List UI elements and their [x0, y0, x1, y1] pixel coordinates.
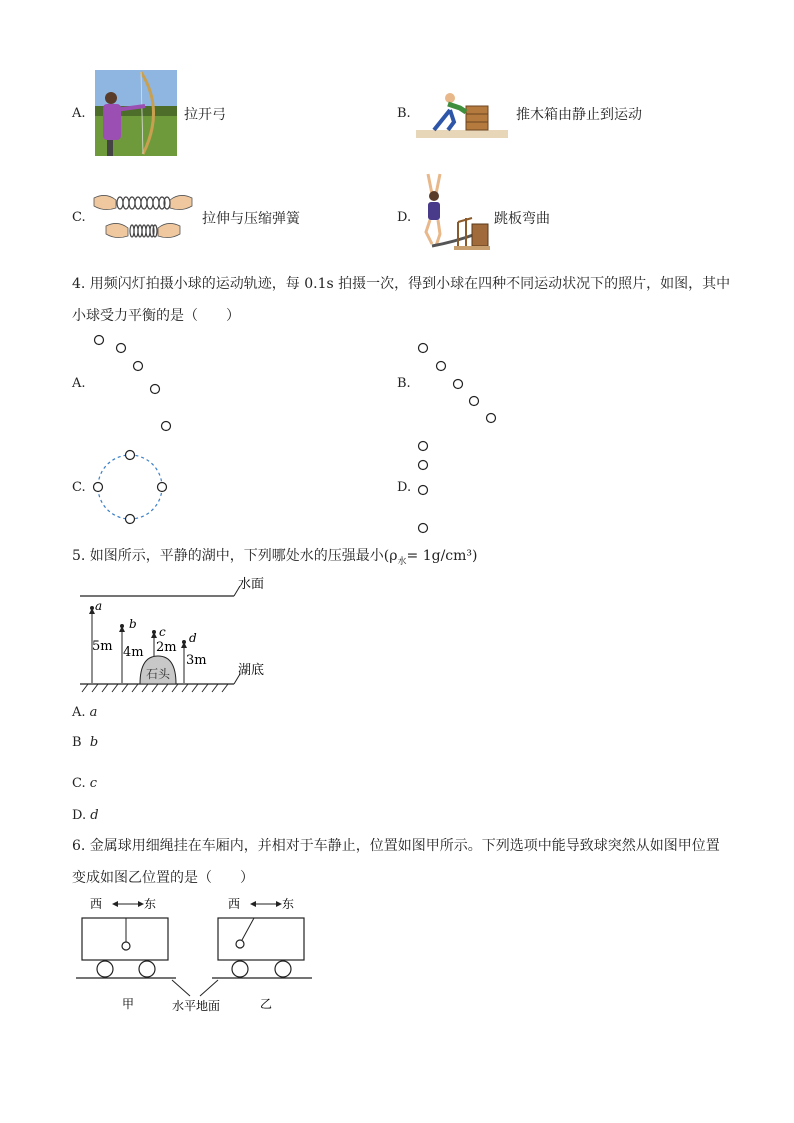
- option-letter: D.: [72, 808, 87, 823]
- ground-leader: [200, 980, 218, 996]
- option-letter: A.: [72, 106, 86, 121]
- q4-option-c-letter: C.: [72, 480, 86, 495]
- ball-mark: [419, 442, 428, 451]
- ball-mark: [95, 336, 104, 345]
- point-d-label: d: [189, 631, 197, 645]
- q4-option-a-letter: A.: [72, 376, 86, 391]
- question-line: 小球受力平衡的是（ ）: [72, 308, 240, 324]
- q5-option-b: [72, 735, 98, 750]
- question-line: 5. 如图所示，平静的湖中，下列哪处水的压强最小(ρ: [72, 548, 398, 564]
- west-label-yi: 西: [228, 897, 241, 911]
- ball-jia: [122, 942, 130, 950]
- option-letter: C.: [72, 210, 86, 225]
- question-line: 变成如图乙位置的是（ ）: [72, 870, 254, 886]
- ball-mark: [126, 515, 135, 524]
- rho-subscript: 水: [397, 556, 407, 567]
- option-value: a: [89, 705, 98, 720]
- option-value: c: [89, 776, 98, 791]
- q5-option-a: [72, 705, 97, 720]
- ground-label: 水平地面: [172, 999, 221, 1013]
- option-letter: D.: [397, 210, 412, 225]
- ball-mark: [454, 380, 463, 389]
- depth-label-b: 4m: [123, 645, 144, 660]
- question-6-stem: [72, 830, 722, 894]
- ground-leader: [172, 980, 190, 996]
- option-value: b: [89, 735, 99, 750]
- wheel: [275, 961, 291, 977]
- ball-mark: [94, 483, 103, 492]
- ball-mark: [158, 483, 167, 492]
- car-body-yi: [218, 918, 304, 960]
- wheel: [97, 961, 113, 977]
- ball-yi: [236, 940, 244, 948]
- option-text: 拉开弓: [184, 107, 226, 123]
- wheel: [232, 961, 248, 977]
- label-yi: 乙: [260, 997, 273, 1011]
- ball-mark: [134, 362, 143, 371]
- depth-label-c: 2m: [156, 640, 177, 655]
- option-letter: A.: [72, 705, 86, 720]
- ball-mark: [470, 397, 479, 406]
- bottom-hatching: [82, 684, 228, 692]
- q4-option-b-letter: B.: [397, 376, 411, 391]
- option-letter: C.: [72, 776, 86, 791]
- point-a-label: a: [95, 599, 103, 613]
- surface-label: 水面: [238, 577, 265, 592]
- question-line: 6. 金属球用细绳挂在车厢内，并相对于车静止，位置如图甲所示。下列选项中能导致球突然从如图甲位置: [72, 838, 720, 854]
- ball-mark: [419, 524, 428, 533]
- option-letter: B.: [397, 106, 411, 121]
- circular-path: [98, 455, 162, 519]
- ball-mark: [419, 344, 428, 353]
- train-car-figure: [72, 892, 322, 1016]
- ball-mark: [487, 414, 496, 423]
- east-label-jia: 东: [144, 897, 157, 911]
- ball-mark: [126, 451, 135, 460]
- ball-mark: [117, 344, 126, 353]
- west-label-jia: 西: [90, 897, 103, 911]
- option-text: 跳板弯曲: [494, 211, 550, 227]
- question-line-end: = 1g/cm³): [406, 548, 478, 564]
- depth-label-d: 3m: [186, 653, 207, 668]
- lake-pressure-figure: [72, 570, 282, 696]
- q5-option-c: [72, 776, 97, 791]
- east-label-yi: 东: [282, 897, 295, 911]
- label-jia: 甲: [122, 997, 135, 1011]
- option-letter: B: [72, 735, 82, 750]
- option-value: d: [90, 808, 99, 823]
- depth-label-a: 5m: [92, 639, 113, 654]
- car-body-jia: [82, 918, 168, 960]
- ball-mark: [419, 461, 428, 470]
- wheel: [139, 961, 155, 977]
- bottom-label: 湖底: [238, 663, 265, 678]
- q5-option-d: [72, 808, 99, 823]
- ball-mark: [151, 385, 160, 394]
- ball-mark: [419, 486, 428, 495]
- option-text: 拉伸与压缩弹簧: [202, 211, 300, 227]
- q4-option-d-letter: D.: [397, 480, 412, 495]
- ball-mark: [162, 422, 171, 431]
- question-line: 4. 用频闪灯拍摄小球的运动轨迹，每 0.1s 拍摄一次，得到小球在四种不同运动状况下的照片，如图，其中: [72, 276, 731, 292]
- ball-mark: [437, 362, 446, 371]
- option-text: 推木箱由静止到运动: [516, 107, 642, 123]
- point-b-label: b: [129, 617, 137, 631]
- stone-label: 石头: [146, 667, 171, 681]
- point-c-label: c: [159, 625, 166, 639]
